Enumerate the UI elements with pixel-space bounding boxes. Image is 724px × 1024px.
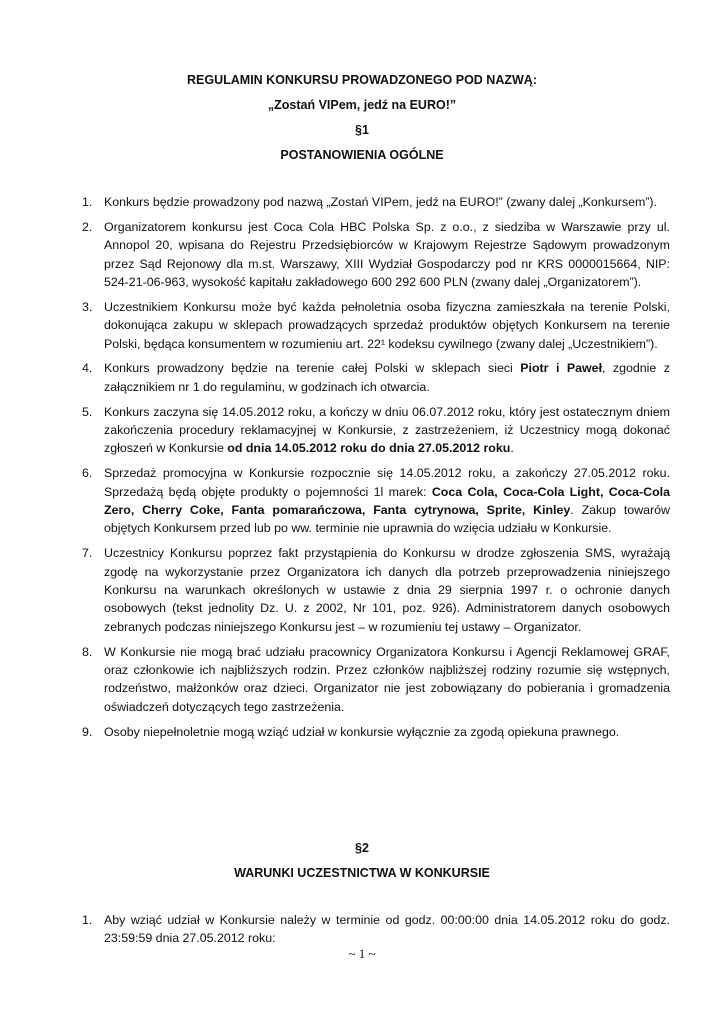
list-item-number: 6. [82,466,93,481]
section2-number: §2 [355,841,369,855]
list-item-number: 9. [82,724,93,739]
list-item [82,911,670,948]
list-item [82,723,670,741]
section1-title: POSTANOWIENIA OGÓLNE [280,148,444,162]
list-item [82,218,670,292]
list-item-text: Sprzedaż promocyjna w Konkursie rozpocznie się 14.05.2012 roku, a zakończy 27.05.2012 roku. Sprzedażą będą objęte produkty o pojemności 1l marek: [104,466,670,499]
list-item-text: Aby wziąć udział w Konkursie należy w terminie od godz. 00:00:00 dnia 14.05.2012 roku do godz. 23:59:59 dnia 27.05.2012 roku: [104,913,670,946]
list-item-number: 1. [82,195,93,209]
bold-text: Piotr i Paweł [520,361,603,376]
document-subtitle: „Zostań VIPem, jedź na EURO!” [267,98,457,112]
list-item-text: Organizatorem konkursu jest Coca Cola HBC Polska Sp. z o.o., z siedziba w Warszawie przy ul. Annopol 20, wpisana do Rejestru Przedsiębiorców w Krajowym Rejestrze Sądowym prowadzonym przez Sąd Rejonowy dla m.st. Warszawy, XIII Wydział Gospodarczy pod nr KRS 0000015664, NIP: 524-21-06-963, wysokość kapitału zakładowego 600 292 600 PLN (zwany dalej „Organizatorem”). [104,219,670,290]
list-item-text: Uczestnikiem Konkursu może być każda pełnoletnia osoba fizyczna zamieszkała na terenie Polski, dokonująca zakupu w sklepach prowadzących sprzedaż produktów objętych Konkursem na terenie Polski, będąca konsumentem w rozumieniu art. 22¹ kodeksu cywilnego (zwany dalej „Uczestnikiem”). [104,299,670,351]
list-item-text: Osoby niepełnoletnie mogą wziąć udział w konkursie wyłącznie za zgodą opiekuna prawnego. [104,724,620,739]
document-title: REGULAMIN KONKURSU PROWADZONEGO POD NAZWĄ: [187,73,537,87]
list-item-text: . [510,441,514,456]
list-item-number: 8. [82,644,93,659]
list-item [82,359,670,396]
list-item-text: . Zakup towarów objętych Konkursem przed lub po ww. terminie nie uprawnia do wzięcia udziału w Konkursie. [104,503,670,536]
section1-list [82,193,670,747]
list-item-text: Konkurs prowadzony będzie na terenie całej Polski w sklepach sieci [104,361,521,376]
bold-text: od dnia 14.05.2012 roku do dnia 27.05.2012 roku [227,441,511,456]
list-item [82,298,670,353]
list-item-number: 1. [82,913,93,927]
list-item-number: 5. [82,404,93,419]
bold-text: Coca Cola, Coca-Cola Light, Coca-Cola Zero, Cherry Coke, Fanta pomarańczowa, Fanta cytrynowa, Sprite, Kinley [104,484,670,518]
list-item-number: 3. [82,299,93,314]
section1-number: §1 [355,123,369,137]
list-item [82,403,670,458]
list-item-number: 2. [82,219,93,234]
list-item-text: W Konkursie nie mogą brać udziału pracownicy Organizatora Konkursu i Agencji Reklamowej GRAF, oraz członkowie ich najbliższych rodzin. Przez członków najbliższej rodziny rozumie się wstępnych, rodzeństwo, małżonków oraz dzieci. Organizator nie jest zobowiązany do pobierania i gromadzenia oświadczeń dotyczących tego zastrzeżenia. [104,644,670,714]
list-item-text: Uczestnicy Konkursu poprzez fakt przystąpienia do Konkursu w drodze zgłoszenia SMS, wyrażają zgodę na wykorzystanie przez Organizatora ich danych dla potrzeb przeprowadzenia niniejszego Konkursu na warunkach określonych w ustawie z dnia 29 sierpnia 1997 r. o ochronie danych osobowych (tekst jednolity Dz. U. z 2002, Nr 101, poz. 926). Administratorem danych osobowych zebranych podczas niniejszego Konkursu jest – w rozumieniu tej ustawy – Organizator. [104,546,670,634]
list-item-text: Konkurs będzie prowadzony pod nazwą „Zostań VIPem, jedź na EURO!” (zwany dalej „Konkursem”). [104,195,658,209]
page-number: ~ 1 ~ [348,946,376,961]
list-item-text: Konkurs zaczyna się 14.05.2012 roku, a kończy w dniu 06.07.2012 roku, który jest ostatecznym dniem zakończenia procedury reklamacyjnej w Konkursie, z zastrzeżeniem, iż Uczestnicy mogą dokonać zgłoszeń w Konkursie [104,404,670,456]
list-item [82,643,670,717]
list-item [82,544,670,636]
list-item-number: 7. [82,546,93,561]
list-item-number: 4. [82,361,93,376]
section2-title: WARUNKI UCZESTNICTWA W KONKURSIE [234,866,490,880]
list-item [82,464,670,538]
list-item-text: , zgodnie z załącznikiem nr 1 do regulaminu, w godzinach ich otwarcia. [104,361,670,394]
list-item [82,193,670,211]
